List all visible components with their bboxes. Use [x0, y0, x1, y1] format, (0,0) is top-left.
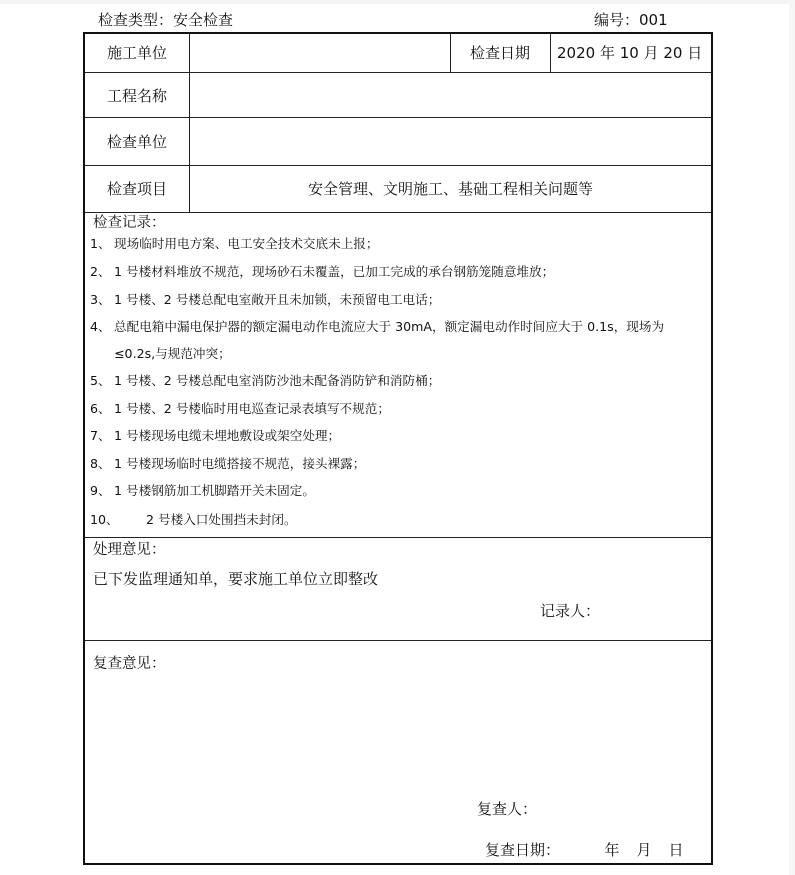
form-rule: [550, 34, 551, 72]
record-text: 1 号楼现场电缆未埋地敷设或架空处理；: [114, 428, 341, 443]
form-rule: [85, 117, 711, 118]
page-top-edge: [0, 0, 795, 4]
review-date-row: [485, 841, 692, 859]
record-item: [90, 236, 378, 252]
record-item: [90, 456, 365, 472]
record-number: 9、: [90, 483, 111, 498]
record-item: [90, 512, 297, 528]
record-text: 1 号楼、2 号楼总配电室敞开且未加锁，未预留电工电话；: [114, 292, 441, 307]
form-rule: [85, 640, 711, 641]
inspection-records-title: 检查记录：: [93, 215, 166, 231]
record-number: 3、: [90, 292, 111, 307]
inspection-form: [83, 32, 713, 865]
record-text: 1 号楼、2 号楼总配电室消防沙池未配备消防铲和消防桶；: [114, 373, 441, 388]
handling-opinion-text: 已下发监理通知单，要求施工单位立即整改: [93, 570, 379, 588]
record-text: 1 号楼现场临时电缆搭接不规范，接头裸露；: [114, 456, 366, 471]
inspection-date-label: 检查日期: [469, 44, 530, 62]
record-continuation: ≤0.2s,与规范冲突；: [114, 346, 231, 361]
record-text: 2 号楼入口处围挡未封闭。: [146, 512, 297, 527]
review-opinion-title: 复查意见：: [93, 656, 166, 672]
record-item: [90, 319, 664, 335]
record-number: 10、: [90, 512, 119, 527]
inspection-unit-label: 检查单位: [106, 133, 167, 151]
review-month-label: 月: [636, 841, 652, 859]
record-text: 总配电箱中漏电保护器的额定漏电动作电流应大于 30mA，额定漏电动作时间应大于 0.1s，现场为: [114, 319, 665, 334]
record-item: [90, 483, 315, 499]
inspection-item-label: 检查项目: [106, 180, 167, 198]
record-number: 1、: [90, 236, 111, 251]
record-text: 1 号楼、2 号楼临时用电巡查记录表填写不规范；: [114, 401, 390, 416]
inspection-item-value: 安全管理、文明施工、基础工程相关问题等: [307, 180, 593, 198]
record-text: 现场临时用电方案、电工安全技术交底未上报；: [114, 236, 379, 251]
record-number: 5、: [90, 373, 111, 388]
record-text: 1 号楼钢筋加工机脚踏开关未固定。: [114, 483, 315, 498]
form-rule: [85, 537, 711, 538]
construction-unit-label: 施工单位: [106, 44, 167, 62]
review-day-label: 日: [668, 841, 684, 859]
record-number: 4、: [90, 319, 111, 334]
review-date-label: 复查日期：: [485, 841, 561, 859]
handling-opinion-title: 处理意见：: [93, 542, 166, 558]
record-item: [90, 401, 390, 417]
record-number: 6、: [90, 401, 111, 416]
form-rule: [85, 212, 711, 213]
recorder-label: 记录人：: [540, 602, 601, 620]
record-item: [90, 292, 440, 308]
reviewer-label: 复查人：: [477, 800, 538, 818]
inspection-date-value: 2020 年 10 月 20 日: [557, 44, 703, 62]
form-rule: [85, 165, 711, 166]
inspection-type-header: 检查类型：安全检查: [98, 11, 234, 29]
record-item: [90, 428, 340, 444]
record-text: 1 号楼材料堆放不规范，现场砂石未覆盖，已加工完成的承台钢筋笼随意堆放；: [114, 264, 555, 279]
record-number: 8、: [90, 456, 111, 471]
record-item: [90, 264, 554, 280]
form-rule: [85, 72, 711, 73]
record-number: 7、: [90, 428, 111, 443]
record-item: [90, 373, 440, 389]
project-name-label: 工程名称: [106, 87, 167, 105]
record-number: 2、: [90, 264, 111, 279]
page-right-edge: [789, 0, 795, 875]
review-year-label: 年: [604, 841, 620, 859]
serial-number-header: 编号：001: [594, 11, 668, 29]
